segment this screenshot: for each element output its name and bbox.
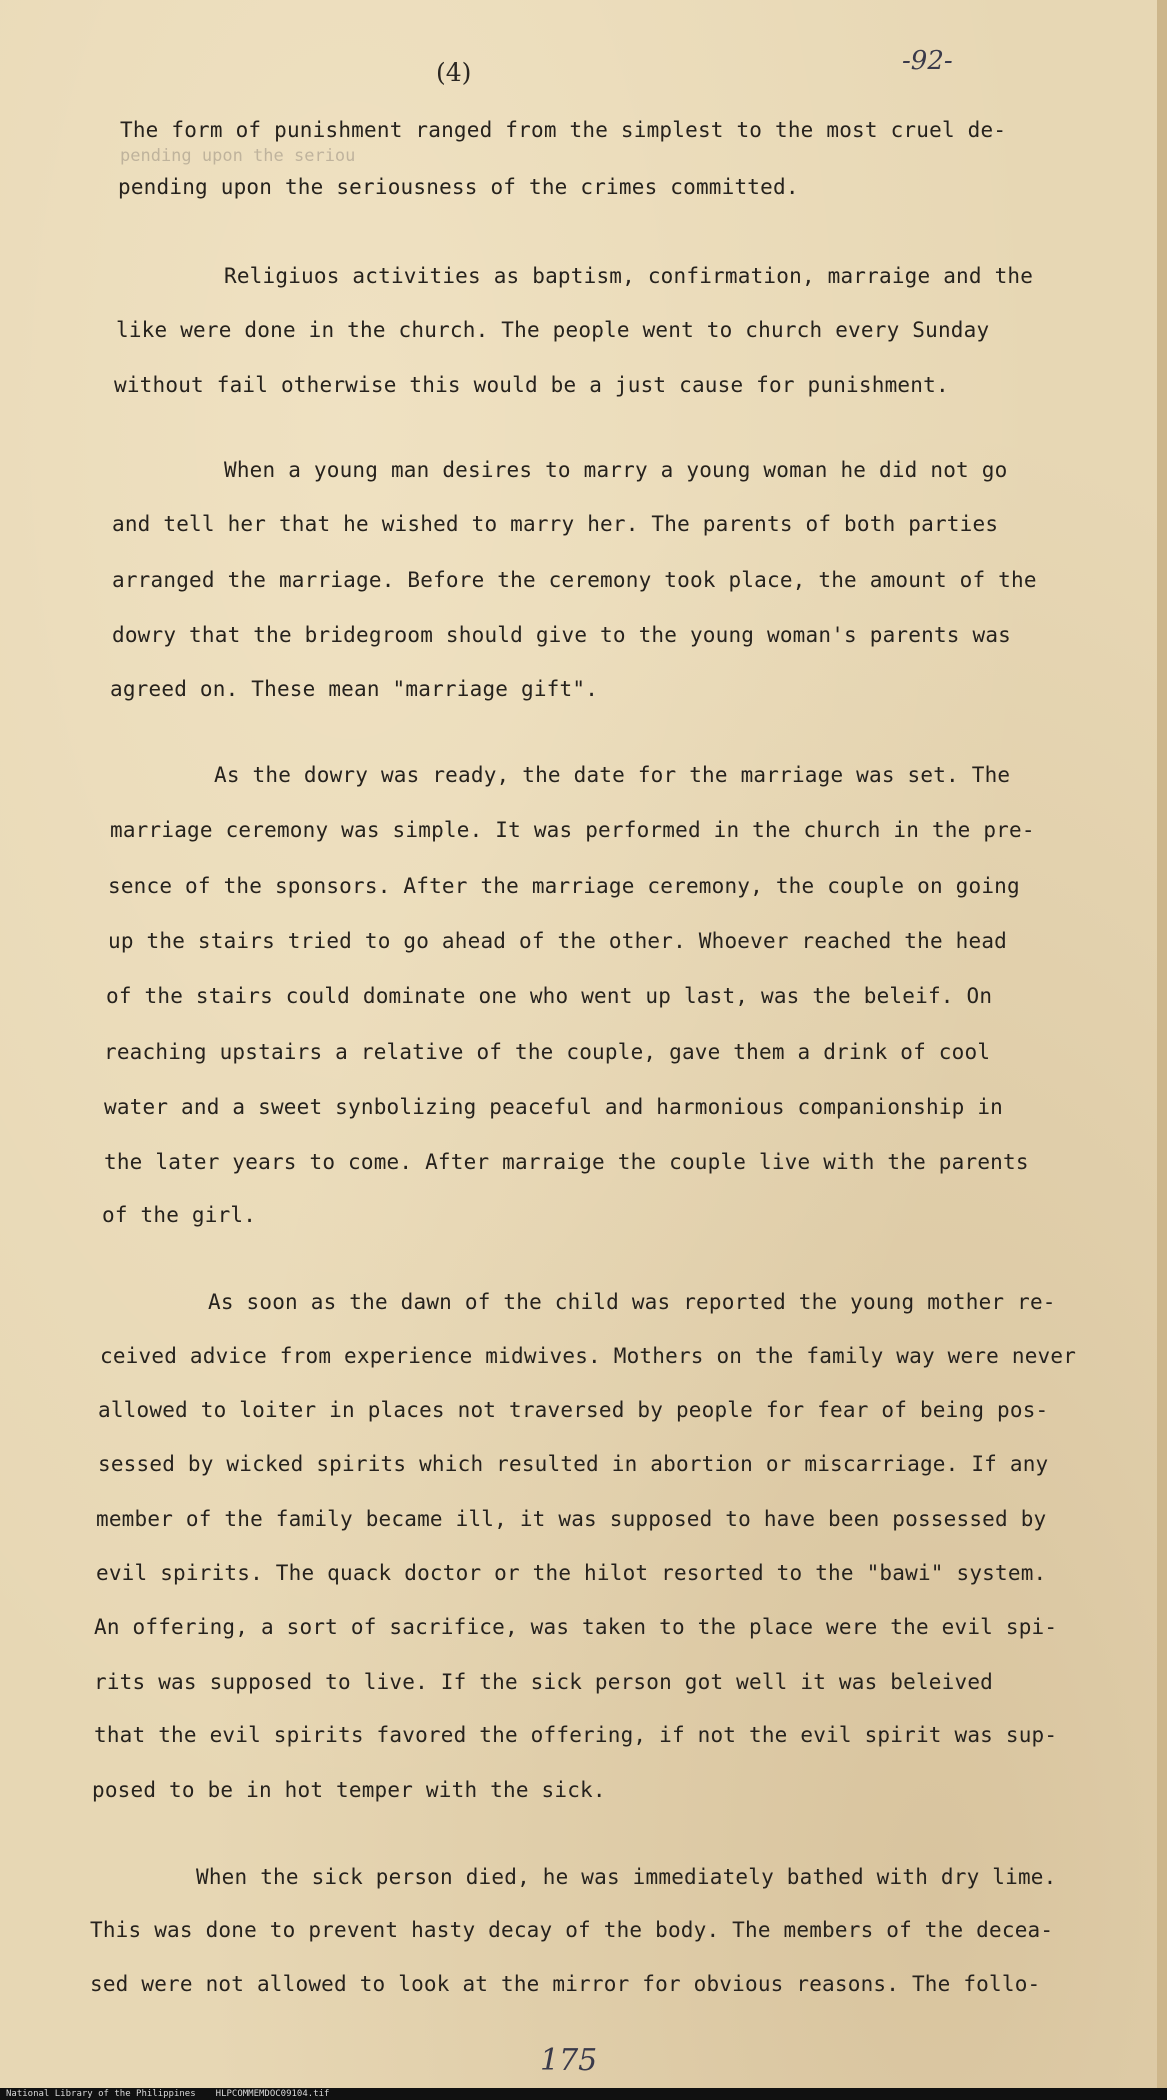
text-line: evil spirits. The quack doctor or the hilot resorted to the "bawi" system.: [96, 1561, 1047, 1585]
text-line: of the girl.: [102, 1203, 257, 1227]
text-line: like were done in the church. The people went to church every Sunday: [116, 318, 990, 342]
text-line: marriage ceremony was simple. It was performed in the church in the pre-: [110, 818, 1035, 842]
text-line: The form of punishment ranged from the simplest to the most cruel de-: [120, 118, 1007, 142]
text-line: member of the family became ill, it was supposed to have been possessed by: [96, 1507, 1047, 1531]
text-line: reaching upstairs a relative of the couple, gave them a drink of cool: [104, 1040, 991, 1064]
text-line: without fail otherwise this would be a just cause for punishment.: [114, 373, 949, 397]
text-line: dowry that the bridegroom should give to the young woman's parents was: [112, 623, 1012, 647]
text-line: the later years to come. After marraige the couple live with the parents: [104, 1150, 1029, 1174]
page-edge: [1157, 0, 1167, 2100]
text-line: Religiuos activities as baptism, confirmation, marraige and the: [224, 264, 1034, 288]
text-line: sessed by wicked spirits which resulted in abortion or miscarriage. If any: [98, 1452, 1049, 1476]
page-number: (4): [436, 58, 472, 87]
text-line: As the dowry was ready, the date for the marriage was set. The: [214, 763, 1011, 787]
text-line: sed were not allowed to look at the mirror for obvious reasons. The follo-: [90, 1972, 1041, 1996]
struck-text: pending upon the seriou: [120, 146, 356, 166]
handwritten-page-number: -92-: [902, 46, 953, 76]
text-line: sence of the sponsors. After the marriage ceremony, the couple on going: [108, 874, 1020, 898]
text-line: As soon as the dawn of the child was reported the young mother re-: [208, 1290, 1056, 1314]
text-line: posed to be in hot temper with the sick.: [92, 1778, 606, 1802]
text-line: and tell her that he wished to marry her. The parents of both parties: [112, 512, 999, 536]
text-line: An offering, a sort of sacrifice, was taken to the place were the evil spi-: [94, 1615, 1058, 1639]
text-line: When a young man desires to marry a young woman he did not go: [224, 458, 1008, 482]
text-line: ceived advice from experience midwives. Mothers on the family way were never: [100, 1344, 1077, 1368]
text-line: that the evil spirits favored the offering, if not the evil spirit was sup-: [94, 1723, 1058, 1747]
text-line: water and a sweet synbolizing peaceful and harmonious companionship in: [104, 1095, 1004, 1119]
handwritten-folio-number: 175: [540, 2043, 598, 2078]
text-line: of the stairs could dominate one who went up last, was the beleif. On: [106, 984, 993, 1008]
text-line: This was done to prevent hasty decay of the body. The members of the decea-: [90, 1918, 1054, 1942]
text-line: arranged the marriage. Before the ceremony took place, the amount of the: [112, 568, 1037, 592]
text-line: pending upon the seriousness of the crimes committed.: [118, 175, 799, 199]
text-line: When the sick person died, he was immediately bathed with dry lime.: [196, 1865, 1057, 1889]
footer-source: National Library of the Philippines: [6, 2089, 196, 2099]
footer-file: HLPCOMMEMDOC09104.tif: [215, 2089, 330, 2099]
text-line: up the stairs tried to go ahead of the other. Whoever reached the head: [108, 929, 1008, 953]
text-line: agreed on. These mean "marriage gift".: [110, 677, 599, 701]
scan-footer: [6, 2089, 329, 2099]
text-line: rits was supposed to live. If the sick person got well it was beleived: [94, 1670, 994, 1694]
text-line: allowed to loiter in places not traversed by people for fear of being pos-: [98, 1398, 1049, 1422]
